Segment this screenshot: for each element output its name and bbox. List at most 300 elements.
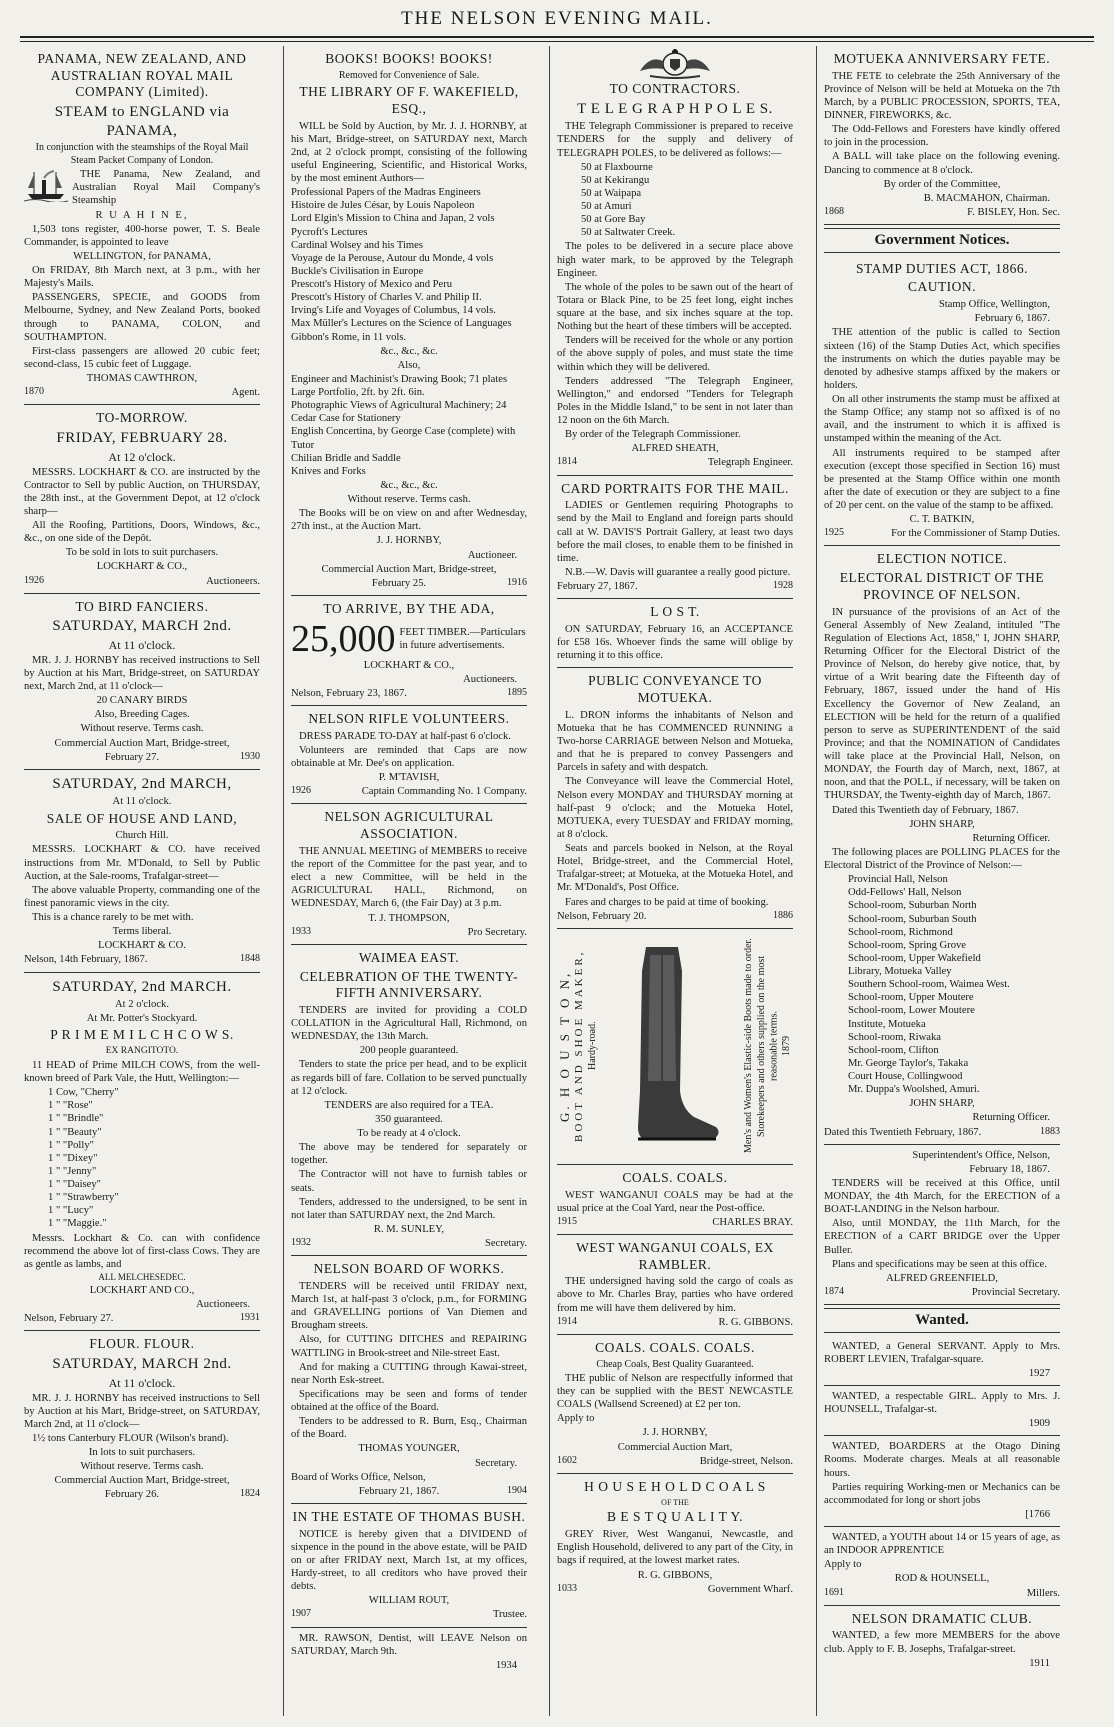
- ad-title: COALS. COALS. COALS.: [595, 1339, 755, 1355]
- ad-title: NELSON DRAMATIC CLUB.: [851, 1610, 1033, 1626]
- signature-role: Pro Secretary.: [467, 926, 527, 938]
- ad-text: Also,: [397, 359, 421, 371]
- list-item: 50 at Gore Bay: [581, 214, 646, 226]
- ad-text: 11 HEAD of Prime MILCH COWS, from the well-known breed of Park Vale, the Hutt, Wellington:—: [24, 1059, 260, 1084]
- ad-number: 1916: [506, 576, 527, 588]
- ad-number: 1930: [239, 750, 260, 762]
- ad-title: ELECTION NOTICE.: [876, 551, 1008, 567]
- ad-dateline: Nelson, 14th February, 1867.: [24, 954, 148, 966]
- list-item: School-room, Clifton: [848, 1044, 939, 1056]
- list-item: Max Müller's Lectures on the Science of Languages: [291, 318, 512, 330]
- ad-flour: [24, 1331, 260, 1506]
- list-item: Lord Elgin's Mission to China and Japan, 2 vols: [291, 213, 495, 225]
- ad-coals-rambler: [557, 1235, 793, 1335]
- ad-text: N.B.—W. Davis will guarantee a really good picture.: [565, 566, 791, 578]
- ad-address: Commercial Auction Mart,: [617, 1441, 733, 1453]
- list-item: Odd-Fellows' Hall, Nelson: [848, 887, 962, 899]
- ad-number: 1848: [240, 953, 260, 965]
- signature: ALFRED GREENFIELD,: [886, 1272, 998, 1284]
- ad-text: Men's and Women's Elastic-side Boots made to order.: [743, 938, 755, 1154]
- ad-title: NELSON RIFLE VOLUNTEERS.: [308, 711, 510, 727]
- ad-text: The above valuable Property, commanding one of the finest panoramic views in the city.: [24, 884, 260, 909]
- shop-trade: BOOT AND SHOE MAKER,: [573, 949, 586, 1142]
- ad-item: Also, Breeding Cages.: [94, 709, 190, 721]
- ad-text: The above may be tendered for separately or together.: [291, 1142, 527, 1167]
- ad-text: TENDERS will be received until FRIDAY next, March 1st, at half-past 3 o'clock, p.m., for FORMING and GRAVELLING portions of Van Diemen and Brougham streets.: [291, 1280, 527, 1332]
- signature: THOMAS CAWTHRON,: [86, 373, 198, 385]
- ad-text: To be ready at 4 o'clock.: [357, 1128, 461, 1140]
- list-item: School-room, Richmond: [848, 926, 953, 938]
- column-divider: [549, 46, 550, 1716]
- signature: JOHN SHARP,: [909, 818, 975, 830]
- list-item: Library, Motueka Valley: [848, 966, 952, 977]
- list-item: Institute, Motueka: [848, 1018, 926, 1030]
- list-item: Cardinal Wolsey and his Times: [291, 239, 423, 251]
- list-item: Prescott's History of Mexico and Peru: [291, 279, 453, 291]
- list-item: 1 " "Jenny": [48, 1165, 97, 1177]
- ad-waimea-east: [291, 945, 527, 1256]
- ad-text: Also, for CUTTING DITCHES and REPAIRING WATTLING in Brook-street and Nile-street East.: [291, 1334, 527, 1359]
- ad-text: Tenders to state the price per head, and to be explicit as regards bill of fare. Collation to be served punctually at 12 o'clock.: [291, 1059, 527, 1097]
- ad-address: Bridge-street, Nelson.: [699, 1455, 793, 1467]
- ad-stamp-duties: [824, 256, 1060, 547]
- ad-heading: STEAM to ENGLAND via PANAMA,: [54, 104, 230, 139]
- ad-text: All the Roofing, Partitions, Doors, Windows, &c., &c., on one side of the Depôt.: [24, 520, 260, 545]
- ad-text: 1½ tons Canterbury FLOUR (Wilson's brand).: [32, 1432, 229, 1444]
- list-item: English Concertina, by George Case (complete) with Tutor: [291, 426, 516, 451]
- ad-subtitle: Removed for Convenience of Sale.: [338, 69, 480, 81]
- ad-text: By order of the Committee,: [883, 178, 1001, 190]
- list-item: Histoire de Jules César, by Louis Napoleon: [291, 200, 475, 212]
- ad-number: 1691: [824, 1586, 844, 1598]
- list-item: 1 " "Rose": [48, 1100, 93, 1112]
- ad-text: DRESS PARADE TO-DAY at half-past 6 o'clock.: [299, 730, 511, 742]
- ad-house-and-land: [24, 770, 260, 973]
- ad-title: CARD PORTRAITS FOR THE MAIL.: [561, 480, 789, 496]
- ad-item: 20 CANARY BIRDS: [96, 695, 188, 707]
- ad-number: 1886: [773, 909, 793, 921]
- ad-date: February 25.: [371, 577, 427, 589]
- signature: F. BISLEY, Hon. Sec.: [967, 206, 1060, 218]
- ad-title: TO ARRIVE, BY THE ADA,: [323, 600, 495, 616]
- ad-text: Parties requiring Working-men or Mechanics can be accommodated for long or short jobs: [824, 1481, 1060, 1506]
- ad-dramatic-club: [824, 1606, 1060, 1675]
- ad-board-of-works: [291, 1256, 527, 1504]
- ad-text: IN pursuance of the provisions of an Act of the General Assembly of New Zealand, intituled "The Regulation of Elections Act, 1858," I, JOHN SHARP, Returning Officer for the Electoral District of the Province of Nelson, do hereby give notice, that, by virtue of a Writ bearing date the Fifteenth day of February, 1867, issued under the hand of His Excellency the Governor of New Zealand, an ELECTION will be held for the return of a qualified person to serve as SUPERINTENDENT of the said Province; and that the NOMINATION of Candidates will take place at the Provincial Hall, Nelson, on MONDAY, the Fourth day of March, next, 1867, at noon, and that the POLL, if necessary, will be taken on THURSDAY, the Twenty-eighth day of March, 1867.: [824, 606, 1060, 802]
- ad-text: This is a chance rarely to be met with.: [32, 912, 194, 924]
- ad-date: SATURDAY, 2nd MARCH.: [52, 978, 232, 995]
- ad-address: Superintendent's Office, Nelson,: [912, 1149, 1050, 1161]
- signature-role: Trustee.: [492, 1609, 527, 1621]
- signature-role: Agent.: [231, 387, 260, 399]
- ad-wanted-servant: [824, 1336, 1060, 1386]
- ad-estate-bush: [291, 1504, 527, 1628]
- ad-time: At 11 o'clock.: [108, 637, 176, 652]
- list-item: 50 at Saltwater Creek.: [581, 227, 676, 239]
- ad-text: Seats and parcels booked in Nelson, at the Royal Hotel, Bridge-street, and the Commercial Hotel, Trafalgar-street; at Motueka, at the Motueka Hotel, and Mr. M'Donald's, Post Office.: [557, 843, 793, 894]
- steamship-icon: [24, 168, 68, 202]
- ad-number: 1926: [291, 785, 311, 797]
- ad-date: February 27, 1867.: [557, 581, 638, 593]
- ad-title: SALE OF HOUSE AND LAND,: [46, 810, 238, 826]
- ad-text: Tenders will be received for the whole or any portion of the above supply of poles, and must state the time within which they will be delivered.: [557, 335, 793, 373]
- ad-text: ON SATURDAY, February 16, an ACCEPTANCE for £58 16s. Whoever finds the same will oblige by returning it to this office.: [557, 623, 793, 662]
- list-item: &c., &c., &c.: [380, 479, 438, 491]
- ad-number: 1814: [557, 456, 577, 468]
- ad-time: At 11 o'clock.: [108, 1375, 176, 1390]
- list-item: Court House, Collingwood: [848, 1071, 963, 1082]
- signature: B. MACMAHON, Chairman.: [923, 192, 1050, 204]
- ad-terms: Terms liberal.: [112, 926, 172, 938]
- ad-text: TENDERS are invited for providing a COLD COLLATION in the Agricultural Hall, Richmond, on WEDNESDAY, the 13th March.: [291, 1004, 527, 1043]
- list-item: 50 at Flaxbourne: [581, 161, 653, 173]
- ad-rifle-volunteers: [291, 706, 527, 804]
- ad-title: WEST WANGANUI COALS, EX RAMBLER.: [576, 1239, 774, 1272]
- ad-title: MOTUEKA ANNIVERSARY FETE.: [833, 51, 1051, 66]
- column-2: [291, 46, 527, 1716]
- list-item: School-room, Upper Wakefield: [848, 952, 981, 964]
- ad-date: FRIDAY, FEBRUARY 28.: [56, 430, 228, 447]
- shop-address: Hardy-road.: [586, 1021, 598, 1071]
- ad-books: [291, 46, 527, 596]
- ad-wanted-youth: [824, 1527, 1060, 1606]
- ad-tomorrow-auction: [24, 405, 260, 593]
- signature: C. T. BATKIN,: [909, 514, 975, 526]
- signature: T. J. THOMPSON,: [368, 912, 450, 924]
- ad-text: THE Panama, New Zealand, and Australian Royal Mail Company's Steamship: [72, 169, 260, 207]
- column-1: [24, 46, 260, 1716]
- ad-terms: Without reserve. Terms cash.: [80, 723, 204, 735]
- signature: LOCKHART & CO.,: [363, 659, 455, 671]
- list-item: Knives and Forks: [291, 465, 366, 477]
- ad-coals-bray: [557, 1165, 793, 1235]
- ad-address: Commercial Auction Mart, Bridge-street,: [321, 563, 497, 575]
- list-item: 1 " "Dixey": [48, 1152, 98, 1164]
- pole-list: [557, 161, 793, 240]
- ad-text: Apply to: [824, 1559, 862, 1571]
- ad-title: NELSON AGRICULTURAL ASSOCIATION.: [324, 809, 494, 842]
- ad-terms: Without reserve. Terms cash.: [347, 494, 471, 506]
- ad-text: By order of the Telegraph Commissioner.: [565, 429, 741, 441]
- ad-title: COALS. COALS.: [622, 1169, 728, 1185]
- ad-number: 1927: [1028, 1367, 1050, 1379]
- signature-role: Secretary.: [485, 1238, 527, 1250]
- list-item: 50 at Amuri: [581, 201, 632, 213]
- ad-text: The Books will be on view on and after Wednesday, 27th inst., at the Auction Mart.: [291, 508, 527, 533]
- ad-place: Church Hill.: [115, 830, 169, 842]
- ad-text: All instruments required to be stamped after execution (except those specified in Section 16) must be presented at the Stamp Office within one month after the date of execution or they are subject to a fine of 20 per cent. on the value of the stamp to be affixed.: [824, 447, 1060, 512]
- signature: THOMAS YOUNGER,: [358, 1443, 460, 1455]
- ad-public-conveyance: [557, 668, 793, 928]
- ad-text: Storekeepers and others supplied on the most reasonable terms.: [755, 955, 780, 1137]
- list-item: 1 " "Daisey": [48, 1179, 101, 1190]
- ad-number: [1766: [1025, 1508, 1050, 1520]
- signature: P. M'TAVISH,: [378, 772, 440, 784]
- ad-number: 1602: [557, 1454, 577, 1466]
- list-item: 1 Cow, "Cherry": [48, 1087, 119, 1099]
- ad-text: WANTED, a respectable GIRL. Apply to Mrs. J. HOUNSELL, Trafalgar-st.: [824, 1390, 1060, 1416]
- masthead-rule: [20, 36, 1094, 42]
- list-item: School-room, Suburban South: [848, 913, 977, 925]
- ad-text: MR. J. J. HORNBY has received instructions to Sell by Auction at his Mart, Bridge-street, on SATURDAY, March 2nd, at 11 o'clock—: [24, 1392, 260, 1430]
- signature: R. M. SUNLEY,: [373, 1223, 445, 1235]
- ad-subtitle: OF THE: [661, 1497, 689, 1507]
- ad-place: At Mr. Potter's Stockyard.: [86, 1013, 198, 1025]
- ad-title: BOOKS! BOOKS! BOOKS!: [325, 51, 493, 66]
- list-item: 50 at Waipapa: [581, 187, 642, 199]
- ad-title: STAMP DUTIES ACT, 1866.: [855, 260, 1029, 276]
- ad-subtitle: EX RANGITOTO.: [105, 1046, 179, 1057]
- ad-text: Messrs. Lockhart & Co. can with confidence recommend the above lot of first-class Cows. They are as gentle as lambs, and: [24, 1232, 260, 1270]
- signature-role: Provincial Secretary.: [971, 1286, 1060, 1298]
- ad-date: February 21, 1867.: [358, 1485, 440, 1497]
- list-item: School-room, Lower Moutere: [848, 1005, 975, 1017]
- list-item: Cedar Case for Stationery: [291, 413, 401, 425]
- ad-text: 200 people guaranteed.: [359, 1045, 459, 1057]
- ad-number: 1932: [291, 1237, 311, 1249]
- ad-agricultural: [291, 804, 527, 944]
- ad-number: 1868: [824, 205, 844, 217]
- ad-number: 1926: [24, 574, 44, 586]
- ad-time: At 2 o'clock.: [115, 999, 169, 1011]
- ad-terms: Without reserve. Terms cash.: [80, 1461, 204, 1473]
- ship-name: R U A H I N E,: [95, 209, 189, 221]
- list-item: 1 " "Brindle": [48, 1113, 104, 1125]
- ad-number: 1870: [24, 386, 44, 398]
- list-item: 50 at Kekirangu: [581, 174, 650, 186]
- ad-motueka-fete: [824, 46, 1060, 225]
- signature-role: Captain Commanding No. 1 Company.: [361, 786, 527, 798]
- ad-title: P R I M E M I L C H C O W S.: [50, 1027, 234, 1043]
- signature-role: Government Wharf.: [707, 1583, 793, 1595]
- ad-text: WANTED, BOARDERS at the Otago Dining Rooms. Moderate charges. Meals at all reasonable hours.: [824, 1441, 1060, 1479]
- ad-text: WANTED, a General SERVANT. Apply to Mrs. ROBERT LEVIEN, Trafalgar-square.: [824, 1340, 1060, 1365]
- ad-title: IN THE ESTATE OF THOMAS BUSH.: [292, 1508, 526, 1524]
- ad-title: TO-MORROW.: [96, 410, 188, 426]
- column-divider: [816, 46, 817, 1716]
- list-item: School-room, Suburban North: [848, 900, 977, 912]
- ad-time: At 12 o'clock.: [108, 449, 176, 464]
- ad-number: 1907: [291, 1608, 311, 1620]
- signature-role: Auctioneers.: [196, 1299, 250, 1311]
- ad-dentist: [291, 1628, 527, 1677]
- ad-date: February 26.: [104, 1489, 160, 1501]
- ad-dateline: Dated this Twentieth February, 1867.: [824, 1126, 982, 1138]
- ad-date: February 27.: [104, 751, 160, 763]
- list-item: Mr. George Taylor's, Takaka: [848, 1057, 969, 1069]
- ad-text: On all other instruments the stamp must be affixed at the Stamp Office; any stamp not so affixed is of no avail, and the instrument to which it is affixed is unstamped within the meaning of the Act.: [824, 394, 1060, 445]
- ad-text: The following places are POLLING PLACES for the Electoral District of the Province of Nelson:—: [824, 846, 1060, 871]
- ad-houston-boots: [557, 929, 793, 1165]
- ad-title: PANAMA, NEW ZEALAND, AND AUSTRALIAN ROYAL MAIL COMPANY (Limited).: [37, 51, 247, 100]
- ad-text: THE undersigned having sold the cargo of coals as above to Mr. Charles Bray, parties who have ordered from me will have them delivered by him.: [557, 1276, 793, 1314]
- ad-text: To be sold in lots to suit purchasers.: [65, 547, 219, 559]
- ad-text: Tenders to be addressed to R. Burn, Esq., Chairman of the Board.: [291, 1416, 527, 1441]
- ad-panama-mail: [24, 46, 260, 405]
- list-item: Chilian Bridle and Saddle: [291, 452, 401, 464]
- list-item: Mr. Duppa's Woolshed, Amuri.: [848, 1084, 980, 1096]
- ad-text: The Conveyance will leave the Commercial Hotel, Nelson every MONDAY and THURSDAY morning at half-past 9 o'clock; and the Motueka Hotel, MOTUEKA, every TUESDAY and FRIDAY morning, at 8 o'clock.: [557, 776, 793, 840]
- list-item: Large Portfolio, 2ft. by 2ft. 6in.: [291, 387, 425, 399]
- section-heading: Wanted.: [824, 1308, 1060, 1333]
- list-item: Irving's Life and Voyages of Columbus, 14 vols.: [291, 305, 496, 317]
- signature: LOCKHART & CO.: [98, 940, 186, 952]
- ad-text: MESSRS. LOCKHART & CO. are instructed by the Contractor to Sell by public Auction, on THURSDAY, the 28th inst., at the Government Depot, at 12 o'clock sharp—: [24, 466, 260, 517]
- ad-number: 1904: [507, 1484, 527, 1496]
- ad-text: TENDERS will be received at this Office, until MONDAY, the 4th March, for the ERECTION of a BOAT-LANDING in the Nelson harbour.: [824, 1177, 1060, 1216]
- ad-number: 1883: [1040, 1125, 1060, 1137]
- ad-title: FLOUR. FLOUR.: [89, 1336, 195, 1352]
- signature-role: Returning Officer.: [972, 1112, 1050, 1124]
- signature: WILLIAM ROUT,: [368, 1595, 450, 1607]
- section-heading: Government Notices.: [824, 228, 1060, 253]
- ad-milch-cows: [24, 973, 260, 1332]
- ad-text: THE public of Nelson are respectfully informed that they can be supplied with the BEST NEWCASTLE COALS (Wallsend Screened) at £2 per ton.: [557, 1372, 793, 1411]
- ad-wanted-girl: [824, 1386, 1060, 1436]
- ad-time: At 11 o'clock.: [112, 796, 172, 808]
- ad-text: THE attention of the public is called to Section sixteen (16) of the Stamp Duties Act, which specifies the instruments on which the duties payable may be denoted by adhesive stamps affixed by the makers or holders.: [824, 327, 1060, 391]
- ad-text: ALL MELCHESEDEC.: [98, 1271, 186, 1282]
- list-item: School-room, Riwaka: [848, 1031, 941, 1043]
- ad-text: On FRIDAY, 8th March next, at 3 p.m., with her Majesty's Mails.: [24, 265, 260, 290]
- ad-number: 1895: [507, 686, 527, 698]
- signature: CHARLES BRAY.: [712, 1216, 793, 1228]
- ad-text: And for making a CUTTING through Kawai-street, near North Esk-street.: [291, 1361, 527, 1386]
- ad-text: Fares and charges to be paid at time of booking.: [565, 896, 769, 908]
- ad-address: Stamp Office, Wellington,: [938, 299, 1050, 311]
- signature-role: Telegraph Engineer.: [707, 457, 793, 469]
- royal-arms-icon: [620, 49, 730, 79]
- list-item: Voyage de la Perouse, Autour du Monde, 4 vols: [291, 252, 494, 264]
- ad-text: 350 guaranteed.: [375, 1113, 443, 1125]
- ad-bird-fanciers: [24, 594, 260, 770]
- ad-number: 1914: [557, 1315, 577, 1327]
- ad-number: 1931: [240, 1312, 260, 1324]
- ad-text: GREY River, West Wanganui, Newcastle, and English Household, delivered to any part of the City, in bags if required, at the lowest market rates.: [557, 1529, 793, 1567]
- ad-number: 1915: [557, 1215, 577, 1227]
- ad-title: TO CONTRACTORS.: [609, 81, 741, 96]
- ad-number: 1911: [1029, 1657, 1050, 1669]
- signature-role: Auctioneer.: [467, 549, 517, 561]
- signature: LOCKHART AND CO.,: [89, 1285, 195, 1297]
- ad-text: Also, until MONDAY, the 11th March, for the ERECTION of a CART BRIDGE over the Upper Buller.: [824, 1218, 1060, 1256]
- list-item: Prescott's History of Charles V. and Philip II.: [291, 292, 482, 304]
- ad-text: Volunteers are reminded that Caps are now obtainable at Mr. Dee's on application.: [291, 744, 527, 770]
- signature-role: For the Commissioner of Stamp Duties.: [891, 528, 1060, 540]
- list-item: Gibbon's Rome, in 11 vols.: [291, 331, 407, 343]
- ad-address: Commercial Auction Mart, Bridge-street,: [54, 737, 230, 749]
- misc-list: [291, 373, 527, 492]
- column-4: [824, 46, 1060, 1716]
- ad-boat-landing: [824, 1145, 1060, 1305]
- list-item: School-room, Spring Grove: [848, 939, 966, 951]
- ad-text: The whole of the poles to be sawn out of the heart of Totara or Black Pine, to be 25 feet long, eight inches square at the base, and six inches square at the top. Nothing but the heart of these timbers will be accepted.: [557, 281, 793, 333]
- boot-icon: [616, 941, 726, 1151]
- ad-text: LADIES or Gentlemen requiring Photographs to send by the Mail to England and foreign parts should call at W. DAVIS'S Portrait Gallery, at least two days before the mail closes, to enable them to be finished in time.: [557, 500, 793, 564]
- masthead: THE NELSON EVENING MAIL.: [401, 8, 713, 29]
- ad-dateline: Nelson, February 23, 1867.: [291, 687, 407, 699]
- ad-title: B E S T Q U A L I T Y.: [607, 1509, 743, 1525]
- ad-title: WAIMEA EAST.: [358, 949, 460, 965]
- ad-text: 1,503 tons register, 400-horse power, T. S. Beale Commander, is appointed to leave: [24, 223, 260, 248]
- list-item: Photographic Views of Agricultural Machinery; 24: [291, 400, 507, 412]
- ad-number: 1874: [824, 1285, 844, 1297]
- ad-dateline: Nelson, February 27.: [24, 1313, 114, 1325]
- ad-text: WILL be Sold by Auction, by Mr. J. J. HORNBY, at his Mart, Bridge-street, on SATURDAY next, March 2nd, at 2 o'clock prompt, consisting of the following useful Engineering, Scientific, and Historical Works, by the most eminent Authors—: [291, 120, 527, 185]
- signature: ROD & HOUNSELL,: [894, 1573, 990, 1585]
- ad-address: Board of Works Office, Nelson,: [291, 1471, 426, 1483]
- ad-telegraph-poles: [557, 46, 793, 476]
- ad-text: TENDERS are also required for a TEA.: [324, 1099, 494, 1111]
- ad-text: WELLINGTON, for PANAMA,: [73, 250, 211, 262]
- timber-quantity: 25,000: [291, 617, 396, 660]
- ad-text: Specifications may be seen and forms of tender obtained at the office of the Board.: [291, 1388, 527, 1414]
- list-item: 1 " "Maggie.": [48, 1218, 107, 1230]
- ad-text: THE FETE to celebrate the 25th Anniversary of the Province of Nelson will be held at Motueka on the 7th March, by a PUBLIC PROCESSION, SPORTS, TEA, DINNER, FIREWORKS, &c.: [824, 70, 1060, 122]
- ad-text: WANTED, a YOUTH about 14 or 15 years of age, as an INDOOR APPRENTICE: [824, 1532, 1060, 1557]
- shop-name: G. H O U S T O N,: [557, 970, 572, 1122]
- list-item: Pycroft's Lectures: [291, 226, 368, 238]
- list-item: Engineer and Machinist's Drawing Book; 71 plates: [291, 373, 508, 385]
- column-divider: [283, 46, 284, 1716]
- ad-text: WEST WANGANUI COALS may be had at the usual price at the Coal Yard, near the Post-office.: [557, 1189, 793, 1214]
- ad-number: 1033: [557, 1582, 577, 1594]
- ad-text: MR. RAWSON, Dentist, will LEAVE Nelson on SATURDAY, March 9th.: [291, 1632, 527, 1657]
- ad-date: SATURDAY, MARCH 2nd.: [52, 618, 232, 635]
- cow-list: [24, 1086, 260, 1230]
- ad-coals-hornby: [557, 1335, 793, 1474]
- signature-role: Returning Officer.: [972, 832, 1050, 844]
- ad-date: SATURDAY, 2nd MARCH,: [52, 775, 232, 792]
- ad-text: The poles to be delivered in a secure place above high water mark, to be approved by the Telegraph Engineer.: [557, 241, 793, 279]
- signature-role: Millers.: [1026, 1587, 1060, 1599]
- ad-text: Tenders, addressed to the undersigned, to be sent in not later than SATURDAY next, the 2nd March.: [291, 1196, 527, 1221]
- ad-number: 1879: [780, 1035, 792, 1056]
- signature: J. J. HORNBY,: [642, 1427, 708, 1439]
- ad-text: First-class passengers are allowed 20 cubic feet; second-class, 15 cubic feet of Luggage.: [24, 345, 260, 370]
- list-item: 1 " "Polly": [48, 1139, 94, 1151]
- ad-text: L. DRON informs the inhabitants of Nelson and Motueka that he has COMMENCED RUNNING a Two-horse CARRIAGE between Nelson and Motueka, and that he is prepared to convey Passengers and Parcels in safety and with despatch.: [557, 709, 793, 774]
- ad-text: MR. J. J. HORNBY has received instructions to Sell by Auction at his Mart, Bridge-street, on SATURDAY next, March 2nd, at 11 o'clock—: [24, 654, 260, 693]
- ad-text: A BALL will take place on the following evening. Dancing to commence at 8 o'clock.: [824, 151, 1060, 176]
- ad-text: FEET TIMBER.—Particulars in future advertisements.: [399, 626, 526, 651]
- ad-number: 1909: [1028, 1418, 1050, 1430]
- ad-household-coals: [557, 1474, 793, 1601]
- ad-text: THE Telegraph Commissioner is prepared to receive TENDERS for the supply and delivery of TELEGRAPH POLES, to be delivered as follows:—: [557, 121, 793, 159]
- ad-text: Dated this Twentieth day of February, 1867.: [832, 804, 1019, 816]
- ad-text: The Contractor will not have to furnish tables or seats.: [291, 1169, 527, 1194]
- ad-text: Plans and specifications may be seen at this office.: [832, 1258, 1047, 1270]
- list-item: 1 " "Lucy": [48, 1205, 94, 1217]
- list-item: Buckle's Civilisation in Europe: [291, 265, 424, 277]
- list-item: School-room, Upper Moutere: [848, 992, 974, 1004]
- list-item: 1 " "Strawberry": [48, 1192, 119, 1204]
- ad-title: TO BIRD FANCIERS.: [75, 598, 209, 614]
- ad-date: February 18, 1867.: [969, 1163, 1050, 1175]
- signature: LOCKHART & CO.,: [96, 561, 188, 573]
- signature-role: Auctioneers.: [206, 575, 260, 587]
- list-item: Professional Papers of the Madras Engineers: [291, 187, 481, 199]
- ad-text: PASSENGERS, SPECIE, and GOODS from Melbourne, Sydney, and New Zealand Ports, booked through to PANAMA, COLON, and SOUTHAMPTON.: [24, 292, 260, 343]
- ad-text: Tenders addressed "The Telegraph Engineer, Wellington," and endorsed "Tenders for Telegraph Poles in the Middle Island," to be sent in not later than 12 noon on the 6th March.: [557, 375, 793, 427]
- ad-title: L O S T.: [650, 604, 700, 620]
- ad-title: T E L E G R A P H P O L E S.: [577, 100, 773, 117]
- ad-text: WANTED, a few more MEMBERS for the above club. Apply to F. B. Josephs, Trafalgar-street.: [824, 1630, 1060, 1655]
- ad-title: CAUTION.: [907, 279, 977, 295]
- list-item: &c., &c., &c.: [380, 345, 438, 357]
- ad-number: 1933: [291, 925, 311, 937]
- ad-number: 1928: [773, 580, 793, 592]
